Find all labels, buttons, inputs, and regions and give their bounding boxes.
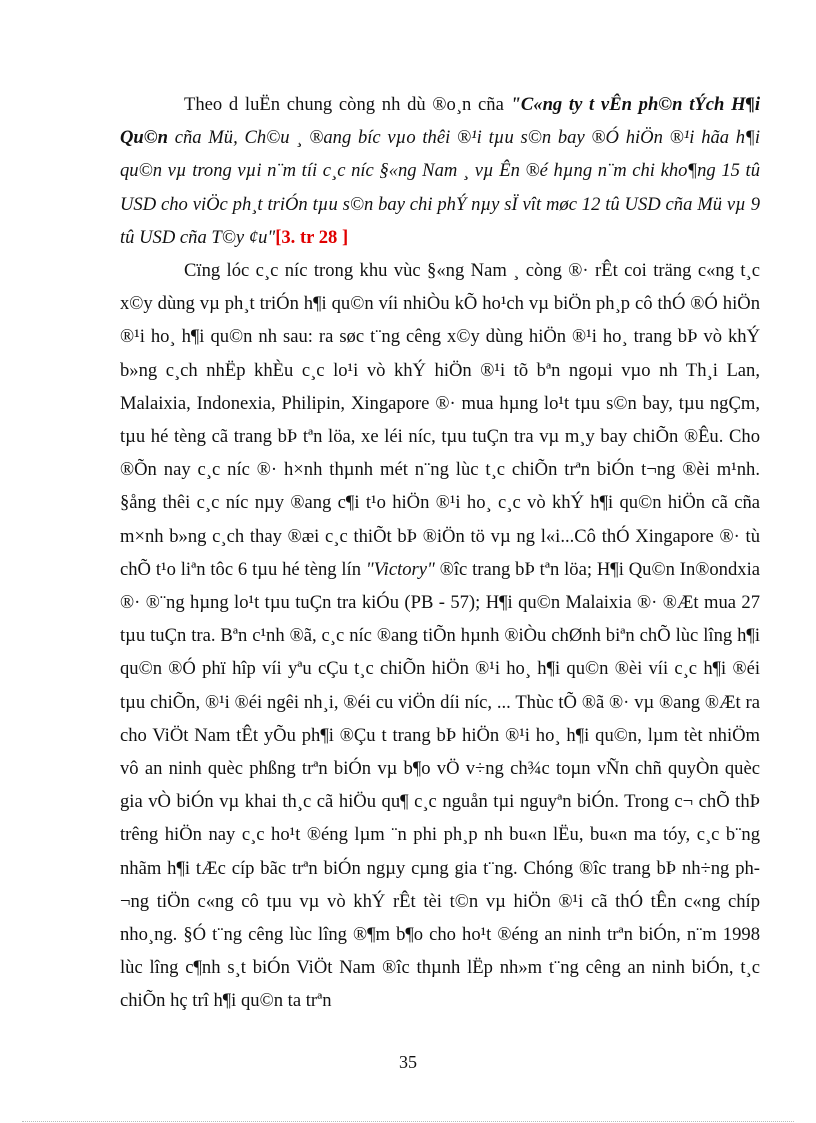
ship-name-italic: "Victory"	[365, 558, 435, 580]
body-text	[120, 88, 760, 1018]
text-segment: ®îc trang bÞ tªn löa; H¶i Qu©n In®ondxia ®· ®¨ng hµng lo¹t tµu tuÇn tra kiÓu (PB - 57); H¶i qu©n Malaixia ®· ®Æt mua 27 tµu tuÇn tra. Bªn c¹nh ®ã, c¸c níc ®ang tiÕn hµnh ®iÒu chØnh biªn chÕ lùc lîng h¶i qu©n ®Ó phï hîp víi yªu cÇu t¸c chiÕn hiÖn ®¹i ho¸ h¶i qu©n ®èi víi c¸c h¶i ®éi tµu chiÕn, ®¹i ®éi ngêi nh¸i, ®éi cu viÖn díi níc, ... Thùc tÕ ®ã ®· vµ ®ang ®Æt ra cho ViÖt Nam tÊt yÕu ph¶i ®Çu t trang bÞ hiÖn ®¹i ho¸ h¶i qu©n, lµm tèt nhiÖm vô an ninh quèc phßng trªn biÓn vµ b¶o vÖ v÷ng ch¾c toµn vÑn chñ quyÒn quèc gia vÒ biÓn vµ khai th¸c cã hiÖu qu¶ c¸c nguån tµi nguyªn biÓn. Trong c¬ chÕ thÞ trêng hiÖn nay c¸c ho¹t ®éng lµm ¨n phi ph¸p nh bu«n lËu, bu«n ma tóy, c¸c b¨ng nhãm h¶i tÆc cíp bãc trªn biÓn ngµy cµng gia t¨ng. Chóng ®îc trang bÞ nh÷ng ph¬ng tiÖn c«ng cô tµu vµ vò khÝ rÊt tèi t©n vµ hiÖn ®¹i cã thÓ tÊn c«ng chíp nho¸ng. §Ó t¨ng cêng lùc lîng ®¶m b¶o cho ho¹t ®éng an ninh trªn biÓn, n¨m 1998 lùc lîng c¶nh s¸t biÓn ViÖt Nam ®îc thµnh lËp nh»m t¨ng cêng an ninh biÓn, t¸c chiÕn hç trî h¶i qu©n ta trªn	[120, 558, 760, 1012]
paragraph-1	[120, 88, 760, 254]
quoted-source-name: "C«ng ty t vÊn ph©n tÝch H¶i Qu©n	[120, 94, 760, 149]
text-segment: Cïng lóc c¸c níc trong khu vùc §«ng Nam ¸ còng ®· rÊt coi träng c«ng t¸c x©y dùng vµ ph¸t triÓn h¶i qu©n víi nhiÒu kÕ ho¹ch vµ biÖn ph¸p cô thÓ ®Ó hiÖn ®¹i ho¸ h¶i qu©n nh sau: ra søc t¨ng cêng x©y dùng hiÖn ®¹i ho¸ trang bÞ vò khÝ b»ng c¸ch nhËp khÈu c¸c lo¹i vò khÝ hiÖn ®¹i tõ bªn ngoµi vµo nh Th¸i Lan, Malaixia, Indonexia, Philipin, Xingapore ®· mua hµng lo¹t tµu s©n bay, tµu ngÇm, tµu hé tèng cã trang bÞ tªn löa, xe léi níc, tµu tuÇn tra vµ m¸y bay chiÕn ®Êu. Cho ®Õn nay c¸c níc ®· h×nh thµnh mét n¨ng lùc t¸c chiÕn trªn biÓn t¬ng ®èi m¹nh. §ång thêi c¸c níc nµy ®ang c¶i t¹o hiÖn ®¹i ho¸ c¸c vò khÝ h¶i qu©n hiÖn cã cña m×nh b»ng c¸ch thay ®æi c¸c thiÕt bÞ ®iÖn tö vµ ng l«i...Cô thÓ Xingapore ®· tù chÕ t¹o liªn tôc 6 tµu hé tèng lín	[120, 260, 760, 580]
page-bottom-border	[22, 1121, 794, 1122]
page-number: 35	[399, 1052, 417, 1072]
text-segment: Theo d luËn chung còng nh dù ®o¸n cña	[184, 94, 511, 115]
quotation-text: cña Mü, Ch©u ¸ ®ang bíc vµo thêi ®¹i tµu s©n bay ®Ó hiÖn ®¹i hãa h¶i qu©n vµ trong vµi n¨m tíi c¸c níc §«ng Nam ¸ vµ Ên ®é hµng n¨m chi kho¶ng 15 tû USD cho viÖc ph¸t triÓn tµu s©n bay chi phÝ nµy sÏ vît møc 12 tû USD cña Mü vµ 9 tû USD cña T©y ¢u"	[120, 127, 760, 248]
paragraph-2	[120, 254, 760, 1018]
citation-reference: [3. tr 28 ]	[275, 226, 349, 248]
